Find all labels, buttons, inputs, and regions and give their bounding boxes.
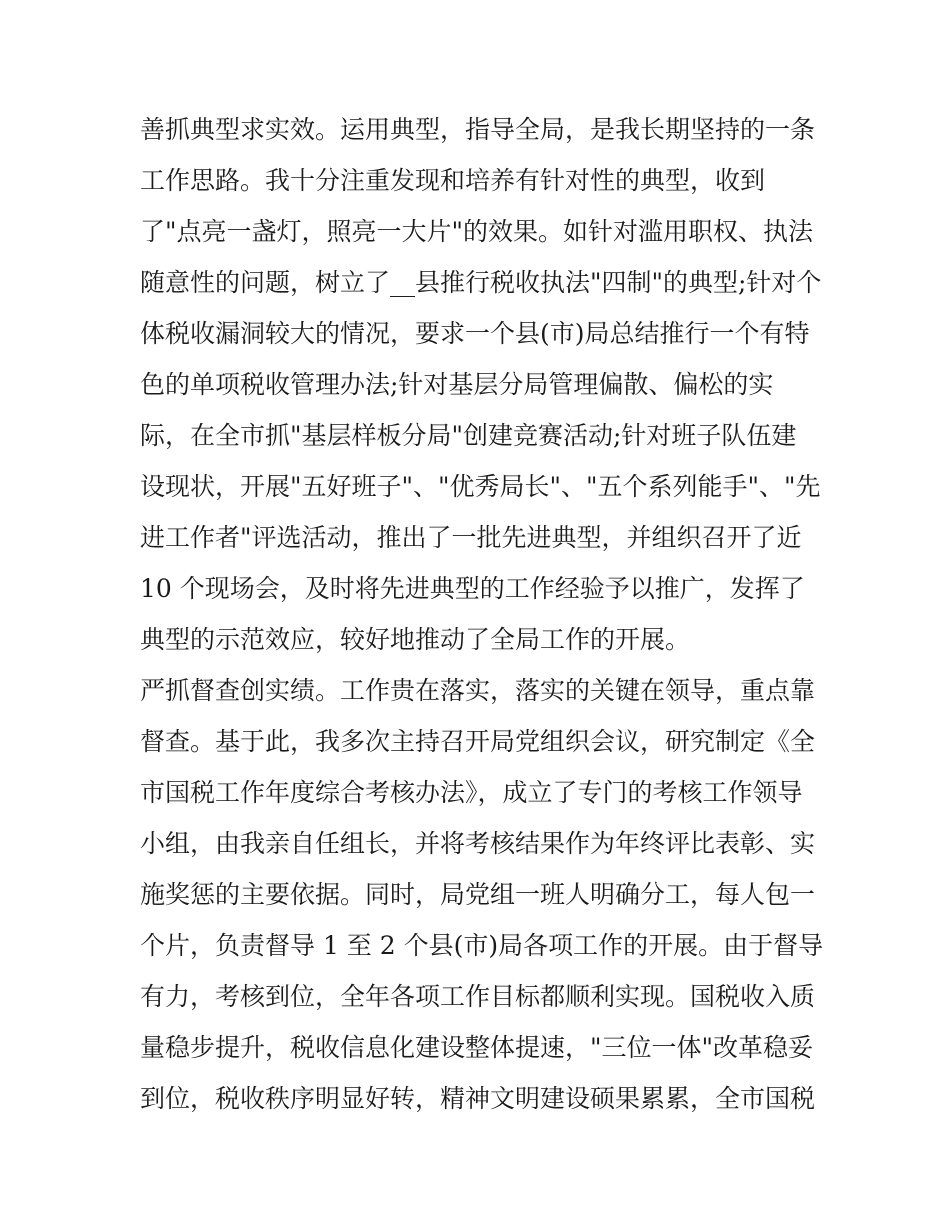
text-line: 随意性的问题，树立了__县推行税收执法"四制"的典型;针对个 xyxy=(140,268,822,297)
text-line: 到位，税收秩序明显好转，精神文明建设硕果累累，全市国税 xyxy=(140,1084,816,1113)
text-line: 设现状，开展"五好班子"、"优秀局长"、"五个系列能手"、"先 xyxy=(140,472,821,501)
text-line: 善抓典型求实效。运用典型，指导全局，是我长期坚持的一条 xyxy=(140,115,816,144)
text-line: 有力，考核到位，全年各项工作目标都顺利实现。国税收入质 xyxy=(140,982,816,1011)
text-line: 小组，由我亲自任组长，并将考核结果作为年终评比表彰、实 xyxy=(140,829,816,858)
text-line: 际，在全市抓"基层样板分局"创建竞赛活动;针对班子队伍建 xyxy=(140,421,797,450)
text-line: 进工作者"评选活动，推出了一批先进典型，并组织召开了近 xyxy=(140,523,802,552)
text-line: 10 个现场会，及时将先进典型的工作经验予以推广，发挥了 xyxy=(140,574,805,603)
text-line: 色的单项税收管理办法;针对基层分局管理偏散、偏松的实 xyxy=(140,370,774,399)
body-text xyxy=(140,104,840,1124)
text-line: 施奖惩的主要依据。同时，局党组一班人明确分工，每人包一 xyxy=(140,880,816,909)
text-line: 了"点亮一盏灯，照亮一大片"的效果。如针对滥用职权、执法 xyxy=(140,217,814,246)
text-line: 严抓督查创实绩。工作贵在落实，落实的关键在领导，重点靠 xyxy=(140,676,816,705)
text-line: 督查。基于此，我多次主持召开局党组织会议，研究制定《全 xyxy=(140,727,816,756)
text-line: 量稳步提升，税收信息化建设整体提速，"三位一体"改革稳妥 xyxy=(140,1033,814,1062)
text-line: 体税收漏洞较大的情况，要求一个县(市)局总结推行一个有特 xyxy=(140,319,810,348)
text-line: 典型的示范效应，较好地推动了全局工作的开展。 xyxy=(140,625,691,654)
text-line: 市国税工作年度综合考核办法》，成立了专门的考核工作领导 xyxy=(140,778,803,807)
text-line: 工作思路。我十分注重发现和培养有针对性的典型，收到 xyxy=(140,166,766,195)
text-line: 个片，负责督导 1 至 2 个县(市)局各项工作的开展。由于督导 xyxy=(140,931,824,960)
